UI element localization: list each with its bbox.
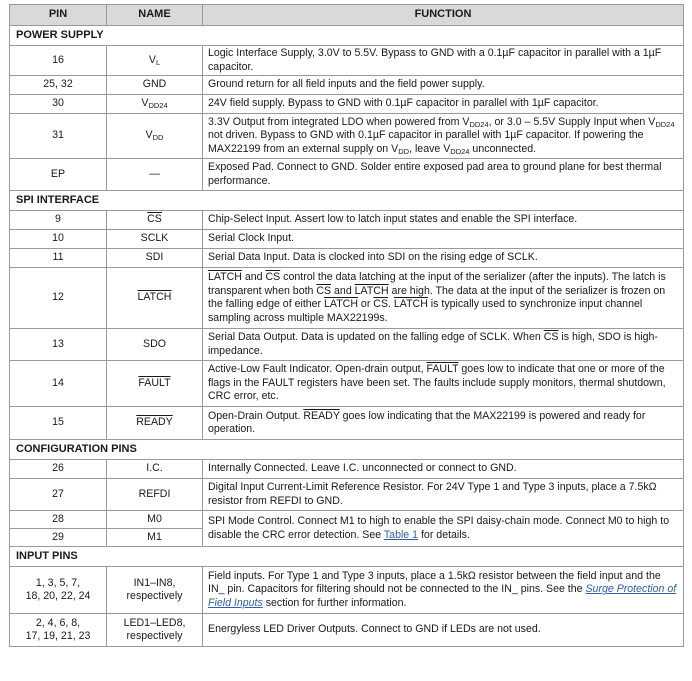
- pin-function: Active-Low Fault Indicator. Open-drain output, FAULT goes low to indicate that one or more of the flags in the FAULT registers have been set. The faults include supply monitors, thermal shutdown, CRC error, etc.: [203, 361, 684, 407]
- pin-number: 30: [10, 95, 107, 114]
- pin-name: LATCH: [107, 268, 203, 329]
- table-row: [10, 76, 684, 95]
- pin-function: Internally Connected. Leave I.C. unconnected or connect to GND.: [203, 460, 684, 479]
- table-row: [10, 249, 684, 268]
- pin-number: 11: [10, 249, 107, 268]
- pin-number: 12: [10, 268, 107, 329]
- pin-name: M0: [107, 511, 203, 529]
- surge-protection-link[interactable]: Surge Protection of Field Inputs: [208, 583, 677, 609]
- table-row: [10, 614, 684, 647]
- pin-name: SDO: [107, 329, 203, 361]
- header-pin: PIN: [10, 5, 107, 26]
- pin-number: EP: [10, 159, 107, 191]
- pin-function: Field inputs. For Type 1 and Type 3 inputs, place a 1.5kΩ resistor between the field input and the IN_ pin. Capacitors for filtering should not be connected to the IN_ pins. See the Surge Protection of Field Inputs section for further information.: [203, 567, 684, 614]
- table-row: [10, 230, 684, 249]
- pin-name: M1: [107, 529, 203, 547]
- pin-name: FAULT: [107, 361, 203, 407]
- table-row: [10, 159, 684, 191]
- pin-function: Ground return for all field inputs and the field power supply.: [203, 76, 684, 95]
- section-title: POWER SUPPLY: [10, 26, 684, 46]
- pin-name: $\overline{CS}$: [107, 211, 203, 230]
- pin-function: Digital Input Current-Limit Reference Resistor. For 24V Type 1 and Type 3 inputs, place a 7.5kΩ resistor from REFDI to GND.: [203, 479, 684, 511]
- pin-name: GND: [107, 76, 203, 95]
- table-row: [10, 46, 684, 76]
- pin-name: —: [107, 159, 203, 191]
- pin-number: 31: [10, 114, 107, 159]
- pin-number: 27: [10, 479, 107, 511]
- pin-function: LATCH and $\overline{CS}$ control the data latching at the input of the serializer (after the inputs). The latch is transparent when both $\overline{CS}$ and LATCH are high. The data at the input of the serializer is frozen on the falling edge of either LATCH or $\overline{CS}$. LATCH is typically used to synchronize input channel sampling across multiple MAX22199s.: [203, 268, 684, 329]
- section-spi-interface: [10, 191, 684, 211]
- pin-function: 3.3V Output from integrated LDO when powered from $V_{DD24}$, or 3.0 – 5.5V Supply Input when $V_{DD24}$ not driven. Bypass to GND with 0.1µF capacitor in parallel with 1µF capacitor. If powering the MAX22199 from an external supply on $V_{DD}$, leave $V_{DD24}$ unconnected.: [203, 114, 684, 159]
- pin-number: 14: [10, 361, 107, 407]
- pin-name: READY: [107, 407, 203, 440]
- table-row: [10, 567, 684, 614]
- pin-name: $V_{DD}$: [107, 114, 203, 159]
- pin-description-table: [9, 4, 684, 647]
- section-input-pins: [10, 547, 684, 567]
- pin-function: Serial Clock Input.: [203, 230, 684, 249]
- pin-number: 16: [10, 46, 107, 76]
- pin-function: Energyless LED Driver Outputs. Connect to GND if LEDs are not used.: [203, 614, 684, 647]
- pin-name: I.C.: [107, 460, 203, 479]
- table-row: [10, 479, 684, 511]
- pin-function: Logic Interface Supply, 3.0V to 5.5V. Bypass to GND with a 0.1µF capacitor in parallel with a 1µF capacitor.: [203, 46, 684, 76]
- pin-function: SPI Mode Control. Connect M1 to high to enable the SPI daisy-chain mode. Connect M0 to high to disable the CRC error detection. See Table 1 for details.: [203, 511, 684, 547]
- pin-number: 28: [10, 511, 107, 529]
- table-row: [10, 329, 684, 361]
- pin-function: Serial Data Output. Data is updated on the falling edge of SCLK. When $\overline{CS}$ is high, SDO is high-impedance.: [203, 329, 684, 361]
- table-header-row: [10, 5, 684, 26]
- pin-function: Chip-Select Input. Assert low to latch input states and enable the SPI interface.: [203, 211, 684, 230]
- section-power-supply: [10, 26, 684, 46]
- pin-name: IN1–IN8, respectively: [107, 567, 203, 614]
- pin-function: 24V field supply. Bypass to GND with 0.1µF capacitor in parallel with 1µF capacitor.: [203, 95, 684, 114]
- pin-function: Open-Drain Output. READY goes low indicating that the MAX22199 is powered and ready for operation.: [203, 407, 684, 440]
- pin-number: 25, 32: [10, 76, 107, 95]
- table-row: [10, 114, 684, 159]
- table-row: [10, 460, 684, 479]
- pin-number: 9: [10, 211, 107, 230]
- table-row: [10, 95, 684, 114]
- pin-function: Exposed Pad. Connect to GND. Solder entire exposed pad area to ground plane for best thermal performance.: [203, 159, 684, 191]
- section-title: INPUT PINS: [10, 547, 684, 567]
- pin-name: SCLK: [107, 230, 203, 249]
- pin-number: 29: [10, 529, 107, 547]
- pin-number: 26: [10, 460, 107, 479]
- section-title: SPI INTERFACE: [10, 191, 684, 211]
- pin-name: LED1–LED8, respectively: [107, 614, 203, 647]
- pin-name: $V_{DD24}$: [107, 95, 203, 114]
- pin-number: 2, 4, 6, 8, 17, 19, 21, 23: [10, 614, 107, 647]
- pin-name: SDI: [107, 249, 203, 268]
- table-row: [10, 268, 684, 329]
- table-row: [10, 211, 684, 230]
- table-row: [10, 361, 684, 407]
- header-name: NAME: [107, 5, 203, 26]
- table-row: [10, 407, 684, 440]
- pin-name: $V_L$: [107, 46, 203, 76]
- pin-number: 15: [10, 407, 107, 440]
- pin-function: Serial Data Input. Data is clocked into SDI on the rising edge of SCLK.: [203, 249, 684, 268]
- header-function: FUNCTION: [203, 5, 684, 26]
- pin-number: 1, 3, 5, 7, 18, 20, 22, 24: [10, 567, 107, 614]
- section-configuration-pins: [10, 440, 684, 460]
- table-1-link[interactable]: Table 1: [383, 528, 419, 541]
- pin-name: REFDI: [107, 479, 203, 511]
- table-row: [10, 511, 684, 529]
- pin-number: 10: [10, 230, 107, 249]
- pin-number: 13: [10, 329, 107, 361]
- section-title: CONFIGURATION PINS: [10, 440, 684, 460]
